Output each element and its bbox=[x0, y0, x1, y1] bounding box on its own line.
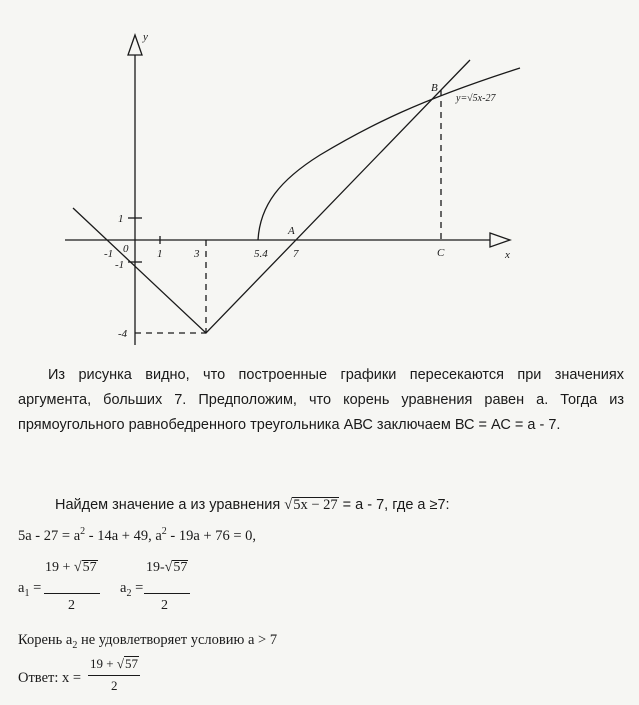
equation-sentence: Найдем значение а из уравнения √5x − 27 = а - 7, где а ≥7: bbox=[55, 497, 450, 513]
a1-fraction-bar bbox=[44, 593, 100, 594]
function-graph bbox=[0, 0, 639, 350]
answer-label: Ответ: x = bbox=[18, 670, 82, 686]
a2-label: $a_2$ = bbox=[120, 580, 144, 599]
conclusion: Корень $a_2$ не удовлетворяет условию a > 7 bbox=[18, 632, 278, 651]
answer-fraction-bar bbox=[88, 675, 140, 676]
answer-denominator: 2 bbox=[111, 678, 118, 693]
paragraph-triangle: Из рисунка видно, что построенные графики пересекаются при значениях аргумента, больших 7. Предположим, что корень уравнения равен а. Тогда из прямоугольного равнобедренного треугольника АВС заключаем ВС = АС = а - 7. bbox=[18, 367, 624, 433]
tick-x-minus1: -1 bbox=[104, 248, 114, 260]
v-shaped-line bbox=[73, 60, 470, 333]
a2-fraction-bar bbox=[144, 593, 190, 594]
tick-x-0: 0 bbox=[123, 243, 129, 255]
point-c-label: C bbox=[437, 247, 445, 259]
tick-y-1: 1 bbox=[118, 213, 124, 225]
a2-numerator: 19-√57 bbox=[146, 560, 188, 575]
y-axis-label: y bbox=[143, 31, 148, 43]
a1-denominator: 2 bbox=[68, 598, 75, 613]
point-a-label: A bbox=[288, 225, 295, 237]
tick-y-minus1: -1 bbox=[115, 259, 125, 271]
a1-numerator: 19 + √57 bbox=[45, 560, 97, 575]
curve-label: y=√5x-27 bbox=[456, 93, 496, 104]
answer-numerator: 19 + √57 bbox=[90, 656, 138, 671]
tick-x-5.4: 5.4 bbox=[254, 248, 268, 260]
tick-y-minus4: -4 bbox=[118, 328, 128, 340]
point-b-label: B bbox=[431, 82, 438, 94]
x-axis-label: x bbox=[505, 249, 510, 261]
tick-x-1: 1 bbox=[157, 248, 163, 260]
tick-x-3: 3 bbox=[194, 248, 200, 260]
a2-denominator: 2 bbox=[161, 598, 168, 613]
quadratic-equation: $5a - 27 = a^2 - 14a + 49$, $a^2 - 19a + 76 = 0$, bbox=[18, 526, 257, 544]
a1-label: $a_1$ = bbox=[18, 580, 42, 599]
tick-x-7: 7 bbox=[293, 248, 299, 260]
